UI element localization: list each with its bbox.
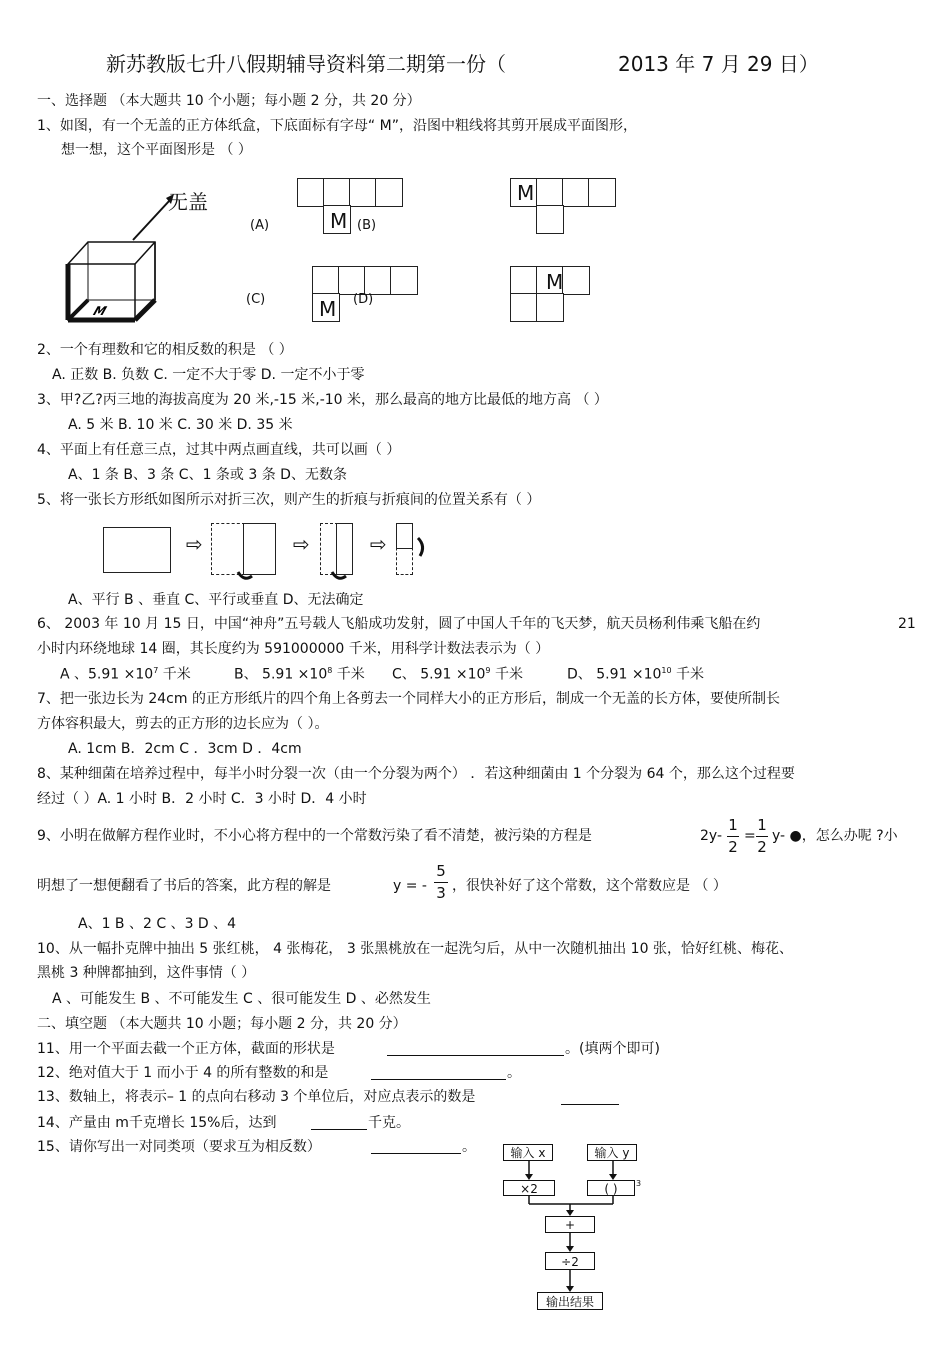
frac-den: 2: [728, 838, 738, 856]
net-cell: [536, 205, 564, 234]
q9-ans-a: y = -: [393, 878, 427, 894]
q12-text: 12、绝对值大于 1 而小于 4 的所有整数的和是: [37, 1065, 329, 1081]
divide-two-box: ÷2: [545, 1252, 595, 1270]
q6-opt-c-exp: 9: [485, 666, 491, 675]
q6-opt-b-exp: 8: [327, 666, 333, 675]
q8-line2: 经过（ ）A. 1 小时 B．2 小时 C．3 小时 D．4 小时: [37, 791, 367, 807]
flowchart: [495, 1140, 645, 1315]
q9-line2: 明想了一想便翻看了书后的答案，此方程的解是: [37, 878, 331, 894]
q10-line1: 10、从一幅扑克牌中抽出 5 张红桃， 4 张梅花， 3 张黑桃放在一起洗匀后，从中一次随机抽出 10 张，恰好红桃、梅花、: [37, 941, 793, 957]
option-d-label: (D): [353, 292, 374, 307]
output-box: 输出结果: [537, 1292, 603, 1310]
q6-opt-c-base: C、 5.91 ×10: [392, 666, 486, 683]
q6-opt-d-exp: 10: [661, 666, 672, 675]
q7-options: A. 1cm B．2cm C ．3cm D ．4cm: [68, 741, 302, 757]
plus-box: +: [545, 1216, 595, 1233]
option-c-label: (C): [246, 292, 266, 307]
net-cell-m: [562, 266, 590, 295]
net-cell: [375, 178, 403, 207]
input-y-box: 输入 y: [587, 1144, 637, 1161]
letter-m: M: [319, 297, 337, 321]
q6-option-c: [392, 667, 523, 682]
net-cell: [536, 178, 564, 207]
q13-answer-blank[interactable]: [561, 1104, 619, 1105]
net-option-d: [510, 266, 600, 324]
net-cell: [536, 293, 564, 322]
section1-heading: 一、选择题 （本大题共 10 个小题；每小题 2 分，共 20 分）: [37, 93, 421, 109]
q14-text: 14、产量由 m千克增长 15%后，达到: [37, 1115, 277, 1131]
net-cell: [510, 293, 538, 322]
q12-suffix: 。: [507, 1065, 521, 1081]
q6-opt-c-unit: 千米: [490, 666, 523, 683]
q6-opt-d-base: D、 5.91 ×10: [567, 666, 662, 683]
q9-eq-a: 2y-: [700, 828, 722, 844]
q11-answer-blank[interactable]: [387, 1055, 564, 1056]
paren-exponent: 3: [636, 1179, 642, 1188]
net-cell: [510, 266, 538, 295]
page-title: 新苏教版七升八假期辅导资料第二期第一份（: [106, 52, 506, 76]
paren-box: [587, 1180, 635, 1196]
arrow-icon: ⇨: [370, 532, 387, 556]
q9-frac2: [756, 818, 768, 855]
arrow-icon: ⇨: [293, 532, 310, 556]
q6-opt-b-unit: 千米: [332, 666, 365, 683]
q9-eq-b: =: [744, 828, 756, 844]
q2-stem: 2、一个有理数和它的相反数的积是 （ ）: [37, 342, 293, 358]
net-cell: [390, 266, 418, 295]
q6-opt-d-unit: 千米: [671, 666, 705, 683]
q1-line2: 想一想，这个平面图形是 （ ）: [61, 142, 252, 158]
q9-frac3: [434, 864, 448, 901]
net-cell: [312, 266, 340, 295]
option-a-label: (A): [250, 218, 270, 233]
q4-options: A、1 条 B、3 条 C、1 条或 3 条 D、无数条: [68, 467, 347, 483]
q6-option-b: [234, 667, 365, 682]
q7-line2: 方体容积最大，剪去的正方形的边长应为（ ）。: [37, 716, 329, 732]
folding-figure: [100, 520, 435, 582]
q6-opt-a-unit: 千米: [158, 666, 191, 683]
frac-den: 3: [436, 884, 446, 902]
q12-answer-blank[interactable]: [371, 1079, 506, 1080]
q5-stem: 5、将一张长方形纸如图所示对折三次，则产生的折痕与折痕间的位置关系有（ ）: [37, 492, 541, 508]
q3-stem: 3、甲?乙?丙三地的海拔高度为 20 米,-15 米,-10 米，那么最高的地方比最低的地方高 （ ）: [37, 392, 608, 408]
frac-num: 1: [728, 816, 738, 834]
q9-line2b: ，很快补好了这个常数，这个常数应是 （ ）: [452, 878, 727, 894]
q6-opt-a-exp: 7: [153, 666, 159, 675]
open-box-figure: [60, 190, 235, 330]
section2-heading: 二、填空题 （本大题共 10 小题；每小题 2 分，共 20 分）: [37, 1016, 407, 1032]
q6-line1: 6、 2003 年 10 月 15 日，中国“神舟”五号载人飞船成功发射，圆了中国人千年的飞天梦，航天员杨利伟乘飞船在约: [37, 616, 761, 632]
q15-answer-blank[interactable]: [371, 1153, 461, 1154]
net-cell: [323, 178, 351, 207]
page-date: 2013 年 7 月 29 日）: [618, 52, 819, 76]
net-cell: [562, 178, 590, 207]
q6-opt-b-base: B、 5.91 ×10: [234, 666, 328, 683]
letter-m: M: [330, 209, 348, 233]
q7-line1: 7、把一张边长为 24cm 的正方形纸片的四个角上各剪去一个同样大小的正方形后，制成一个无盖的长方体，要使所制长: [37, 691, 780, 707]
q3-options: A. 5 米 B. 10 米 C. 30 米 D. 35 米: [68, 417, 293, 433]
q4-stem: 4、平面上有任意三点，过其中两点画直线，共可以画（ ）: [37, 442, 401, 458]
q6-line2: 小时内环绕地球 14 圈，其长度约为 591000000 千米，用科学计数法表示为（ ）: [37, 641, 550, 657]
net-cell: [364, 266, 392, 295]
net-cell: [349, 178, 377, 207]
q1-line1: 1、如图，有一个无盖的正方体纸盒，下底面标有字母“ M”，沿图中粗线将其剪开展成平面图形，: [37, 118, 637, 134]
q9-eq-c: y- ●，怎么办呢 ?小: [772, 828, 898, 844]
q11-text: 11、用一个平面去截一个正方体，截面的形状是: [37, 1041, 335, 1057]
q9-frac1: [727, 818, 739, 855]
frac-num: 5: [436, 862, 446, 880]
q10-line2: 黑桃 3 种牌都抽到，这件事情（ ）: [37, 965, 256, 981]
q6-option-d: [567, 667, 704, 682]
option-b-label: (B): [357, 218, 377, 233]
fold-arrows: [100, 520, 435, 582]
q2-options: A. 正数 B. 负数 C. 一定不大于零 D. 一定不小于零: [52, 367, 365, 383]
q15-text: 15、请你写出一对同类项（要求互为相反数）: [37, 1139, 321, 1155]
input-x-box: 输入 x: [503, 1144, 553, 1161]
net-option-b: [510, 178, 620, 236]
q13-text: 13、数轴上，将表示– 1 的点向右移动 3 个单位后，对应点表示的数是: [37, 1089, 476, 1105]
arrow-icon: ⇨: [186, 532, 203, 556]
q14-answer-blank[interactable]: [311, 1129, 367, 1130]
q8-line1: 8、某种细菌在培养过程中，每半小时分裂一次（由一个分裂为两个） ．若这种细菌由 1 个分裂为 64 个，那么这个过程要: [37, 766, 795, 782]
frac-den: 2: [757, 838, 767, 856]
net-cell: [297, 178, 325, 207]
q10-options: A 、可能发生 B 、不可能发生 C 、很可能发生 D 、必然发生: [52, 991, 431, 1007]
q6-option-a: [60, 667, 191, 682]
letter-m: M: [546, 270, 564, 294]
q14-suffix: 千克。: [368, 1115, 410, 1131]
times-two-box: ×2: [503, 1180, 555, 1196]
net-option-a: [297, 178, 407, 236]
letter-m: M: [517, 181, 535, 205]
q15-suffix: 。: [462, 1139, 476, 1155]
q9-options: A、1 B 、2 C 、3 D 、4: [78, 916, 237, 932]
svg-text:M: M: [91, 303, 109, 318]
q5-options: A、平行 B 、垂直 C、平行或垂直 D、无法确定: [68, 592, 364, 608]
net-cell: [588, 178, 616, 207]
q11-suffix: 。(填两个即可): [565, 1041, 660, 1057]
q9-line1: 9、小明在做解方程作业时，不小心将方程中的一个常数污染了看不清楚，被污染的方程是: [37, 828, 592, 844]
q6-21: 21: [898, 616, 916, 632]
paren-label: ( ): [604, 1182, 618, 1196]
no-lid-label: 无盖: [168, 190, 208, 214]
net-cell: [338, 266, 366, 295]
q6-opt-a-base: A 、5.91 ×10: [60, 666, 154, 683]
open-box-drawing: [60, 190, 235, 330]
frac-num: 1: [757, 816, 767, 834]
